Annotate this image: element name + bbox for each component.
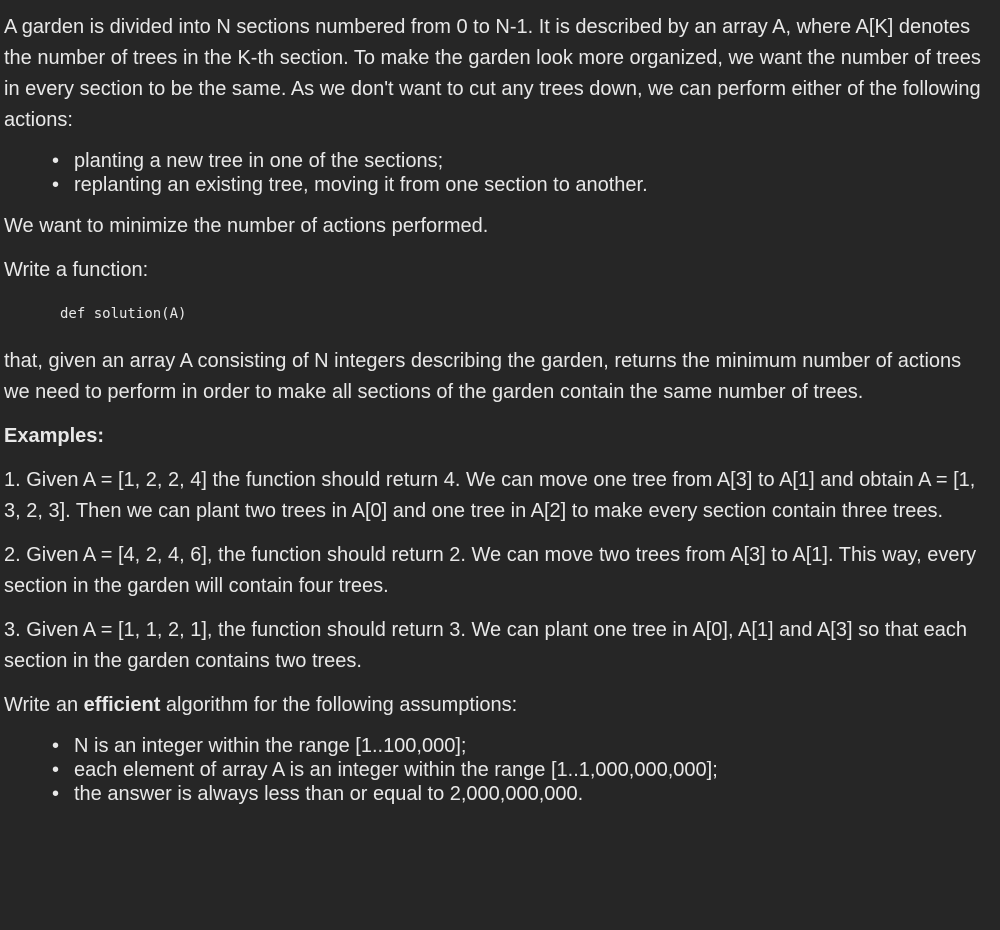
intro-paragraph: A garden is divided into N sections numbered from 0 to N-1. It is described by an array A, where A[K] denotes the number of trees in the K-th section. To make the garden look more organized, we want the number of trees in every section to be the same. As we don't want to cut any trees down, we can perform either of the following actions: xyxy=(4,16,981,131)
efficiency-suffix: algorithm for the following assumptions: xyxy=(160,694,518,716)
example-1: 1. Given A = [1, 2, 2, 4] the function should return 4. We can move one tree from A[3] to A[1] and obtain A = [1, 3, 2, 3]. Then we can plant two trees in A[0] and one tree in A[2] to make every section contain three trees. xyxy=(4,469,976,522)
efficiency-paragraph xyxy=(4,690,992,721)
assumptions-list xyxy=(4,734,992,806)
efficiency-emphasis: efficient xyxy=(83,694,161,716)
example-3: 3. Given A = [1, 1, 2, 1], the function should return 3. We can plant one tree in A[0], A[1] and A[3] so that each section in the garden contains two trees. xyxy=(4,619,968,672)
examples-heading: Examples: xyxy=(4,425,105,447)
example-2: 2. Given A = [4, 2, 4, 6], the function should return 2. We can move two trees from A[3] to A[1]. This way, every section in the garden will contain four trees. xyxy=(4,544,977,597)
list-item: • planting a new tree in one of the sections; xyxy=(74,149,992,173)
write-function-label: Write a function: xyxy=(4,259,149,281)
list-item: • each element of array A is an integer within the range [1..1,000,000,000]; xyxy=(74,758,992,782)
efficiency-prefix: Write an xyxy=(4,694,84,716)
actions-list xyxy=(4,149,992,197)
description-paragraph: that, given an array A consisting of N integers describing the garden, returns the minimum number of actions we need to perform in order to make all sections of the garden contain the same number of trees. xyxy=(4,350,962,403)
list-item: • N is an integer within the range [1..100,000]; xyxy=(74,734,992,758)
goal-paragraph: We want to minimize the number of actions performed. xyxy=(4,215,489,237)
list-item: • replanting an existing tree, moving it from one section to another. xyxy=(74,173,992,197)
function-signature: def solution(A) xyxy=(60,306,187,322)
list-item: • the answer is always less than or equal to 2,000,000,000. xyxy=(74,782,992,806)
